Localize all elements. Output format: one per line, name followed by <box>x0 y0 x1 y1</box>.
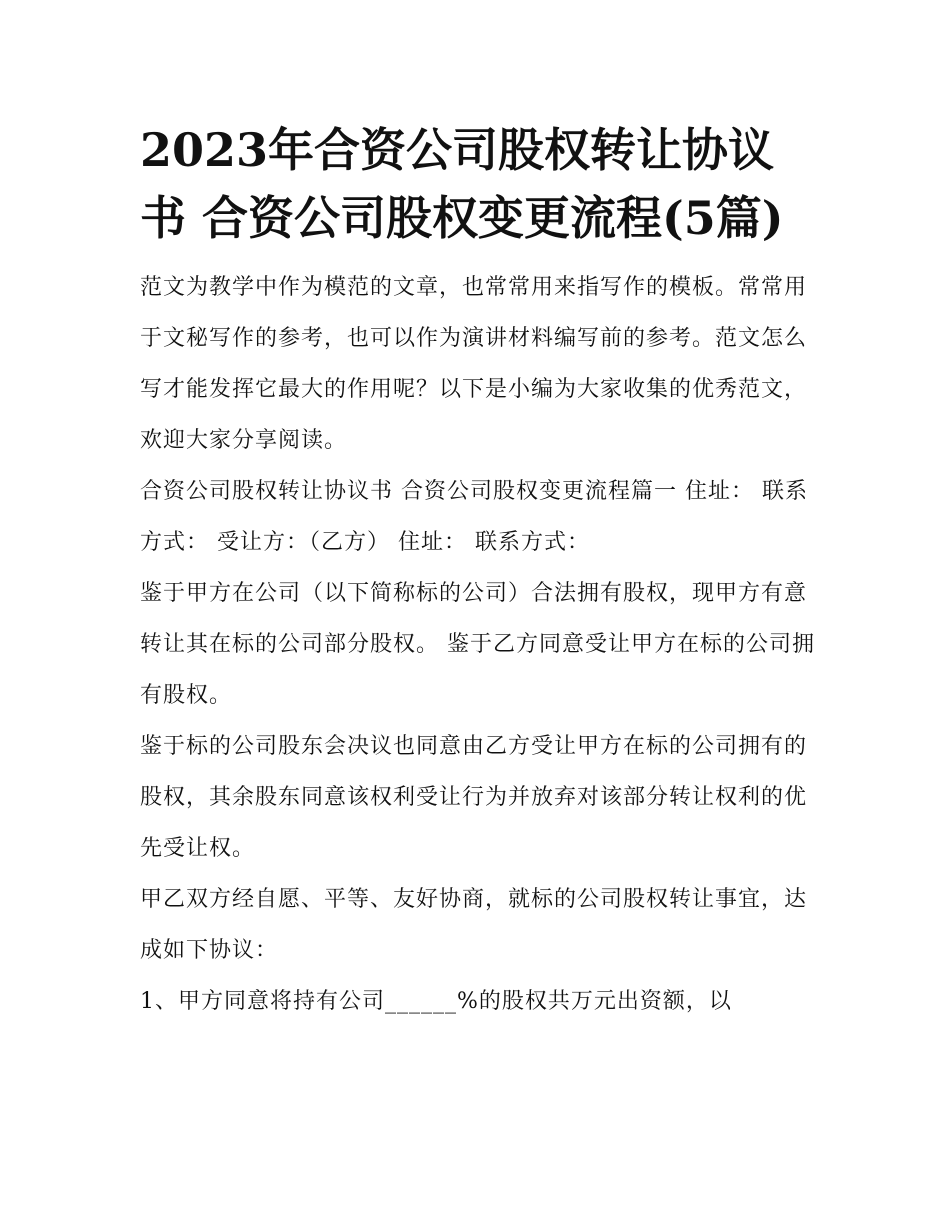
document-title: 2023年合资公司股权转让协议书 合资公司股权变更流程(5篇) <box>140 123 784 245</box>
paragraph-parties: 合资公司股权转让协议书 合资公司股权变更流程篇一 住址： 联系方式： 受让方：（乙方） 住址： 联系方式： <box>140 479 808 555</box>
paragraph-whereas-shareholders: 鉴于标的公司股东会决议也同意由乙方受让甲方在标的公司拥有的股权，其余股东同意该权利受让行为并放弃对该部分转让权利的优先受让权。 <box>140 734 808 861</box>
paragraph-clause-1: 1、甲方同意将持有公司______%的股权共万元出资额，以 <box>140 989 732 1014</box>
paragraph-intro: 范文为教学中作为模范的文章，也常常用来指写作的模板。常常用于文秘写作的参考，也可以作为演讲材料编写前的参考。范文怎么写才能发挥它最大的作用呢？以下是小编为大家收集的优秀范文，欢迎大家分享阅读。 <box>140 275 808 453</box>
paragraph-agreement: 甲乙双方经自愿、平等、友好协商，就标的公司股权转让事宜，达成如下协议： <box>140 887 808 963</box>
document-body <box>140 116 820 1027</box>
paragraph-whereas-transferor: 鉴于甲方在公司（以下简称标的公司）合法拥有股权，现甲方有意转让其在标的公司部分股权。 鉴于乙方同意受让甲方在标的公司拥有股权。 <box>140 581 815 708</box>
